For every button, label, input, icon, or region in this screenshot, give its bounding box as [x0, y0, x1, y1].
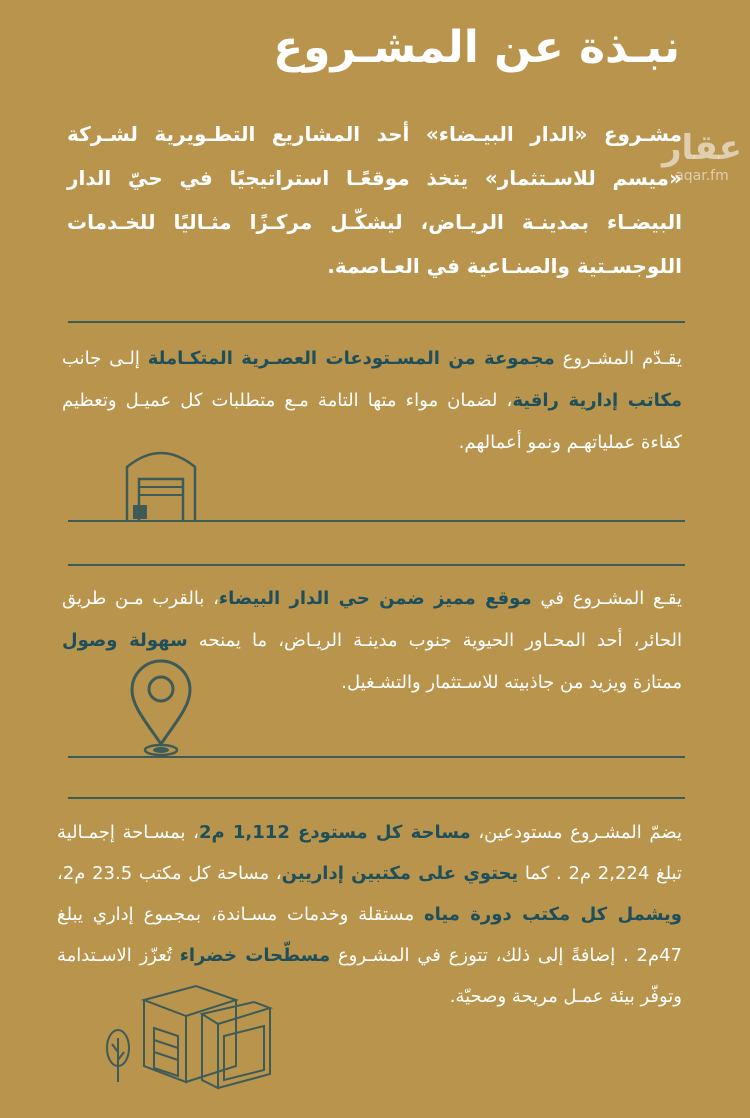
text: ممتازة ويزيد من جاذبيته للاسـتثمار والتشـغيل.	[341, 672, 682, 693]
highlight-green-areas: مسطّحات خضراء	[179, 945, 331, 966]
warehouse-icon	[121, 445, 201, 521]
divider-1	[68, 321, 685, 323]
highlight-restroom: ويشمل كل مكتب دورة مياه	[423, 904, 682, 925]
highlight-offices-count: يحتوي على مكتبين إداريين	[281, 863, 519, 884]
text: ، مساحة كل مكتب 23.5 م2،	[57, 863, 282, 884]
text: إلـى جانب	[62, 348, 148, 369]
highlight-access: سهولة وصول	[62, 630, 188, 651]
page-title: نبـذة عن المشـروع	[273, 22, 680, 73]
text: ، لضمان مواء متها التامة مـع متطلبات كل عميـل وتعظيم كفاءة عملياتهـم ونمو أعمالهم.	[62, 390, 682, 453]
text: تُعزّز الاسـتدامة وتوفّر بيئة عمـل مريحة وصحيّة.	[57, 945, 682, 1007]
divider-3	[68, 564, 685, 566]
divider-5	[68, 797, 685, 799]
highlight-offices: مكاتب إدارية راقية	[512, 390, 682, 411]
divider-4	[68, 756, 685, 758]
highlight-warehouse-area: مساحة كل مستودع 1,112 م2	[198, 822, 471, 843]
map-pin-icon	[126, 656, 196, 760]
text: يضمّ المشـروع مستودعين،	[470, 822, 682, 843]
text: مستقلة وخدمات مسـاندة، بمجموع إداري يبلغ 47م2 . إضافةً إلى ذلك، تتوزع في المشـروع	[57, 904, 683, 966]
text: ، بمسـاحة إجمـالية تبلغ 2,224 م2 . كما	[57, 822, 682, 884]
text: يقـع المشـروع في	[531, 588, 682, 609]
text: يقـدّم المشـروع	[554, 348, 682, 369]
intro-paragraph: مشـروع «الدار البيـضاء» أحد المشاريع التطـويرية لشـركة «ميسم للاسـتثمار» يتخذ موقعًـا استراتيجيًا في حيّ الدار البيضـاء بمدينـة الريـاض، ليشكّـل مركـزًا مثـاليًا للخـدمات اللوجسـتية والصنـاعية في العـاصمة.	[67, 122, 682, 278]
highlight-warehouses: مجموعة من المسـتودعات العصـرية المتكـاملة	[147, 348, 555, 369]
highlight-location: موقع مميز ضمن حي الدار البيضاء	[218, 588, 532, 609]
warehouses-illustration-icon	[104, 978, 274, 1090]
watermark-logo: عقار	[661, 128, 742, 168]
text: ، بالقرب مـن طريق الحائر، أحد المحـاور الحيوية جنوب مدينـة الريـاض، ما يمنحه	[62, 588, 682, 651]
watermark-url: aqar.fm	[675, 168, 729, 184]
divider-2	[68, 520, 685, 522]
